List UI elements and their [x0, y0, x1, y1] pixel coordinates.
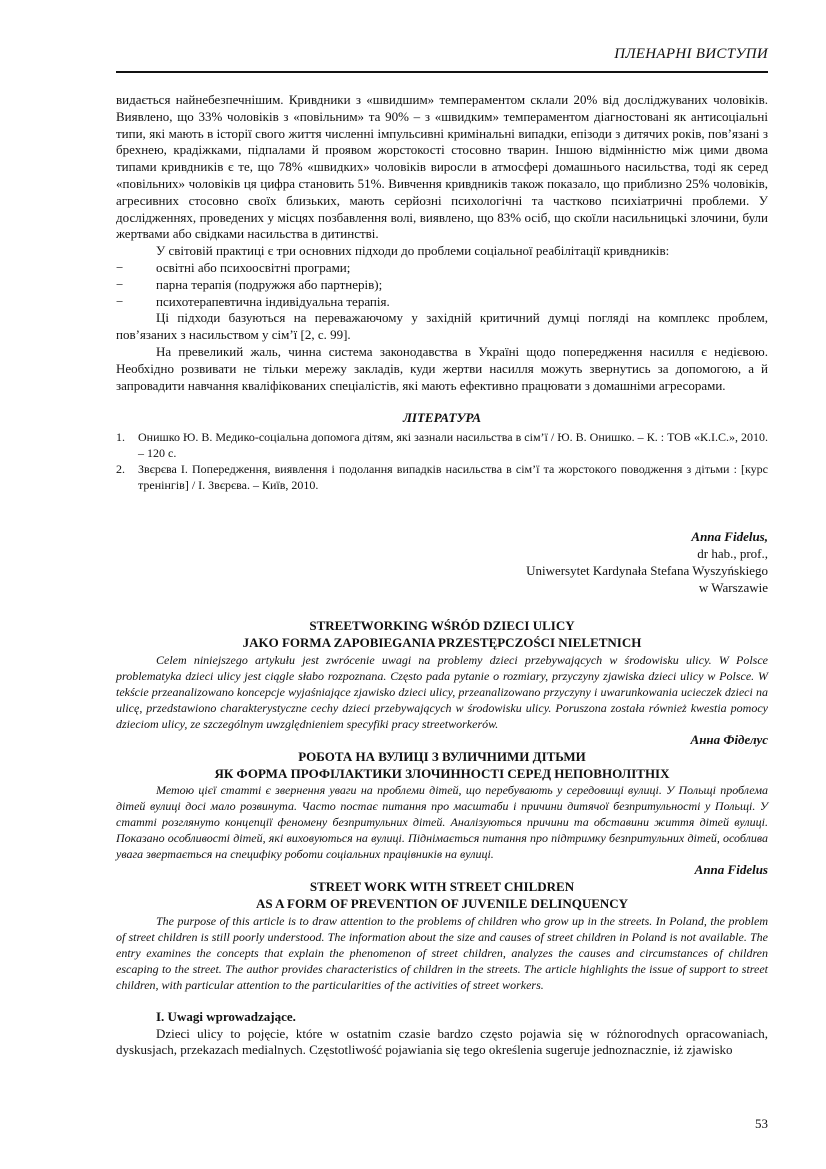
author-degree: dr hab., prof., [697, 545, 768, 561]
literature-heading: ЛІТЕРАТУРА [402, 410, 482, 426]
header-rule [116, 71, 768, 73]
page-number: 53 [755, 1116, 768, 1131]
section-title: ПЛЕНАРНІ ВИСТУПИ [614, 46, 768, 62]
english-author: Anna Fidelus [694, 862, 768, 878]
ukrainian-title-line-2: ЯК ФОРМА ПРОФІЛАКТИКИ ЗЛОЧИННОСТІ СЕРЕД НЕПОВНОЛІТНІХ [214, 765, 670, 781]
section-heading: I. Uwagi wprowadzające. [156, 1008, 296, 1024]
list-item: − парна терапія (подружжя або партнерів); [116, 277, 768, 294]
intro-paragraph-3: Ці підходи базуються на переважаючому у західній критичний думці погляді на комплекс проблем, пов’язаних з насильством у сім’ї [2, с. 99]. [116, 310, 768, 343]
reference-item [116, 429, 768, 461]
polish-title-line-1: STREETWORKING WŚRÓD DZIECI ULICY [309, 618, 575, 634]
polish-title-line-2: JAKO FORMA ZAPOBIEGANIA PRZESTĘPCZOŚCI NIELETNICH [242, 635, 642, 651]
reference-item [116, 461, 768, 493]
author-affiliation: Uniwersytet Kardynała Stefana Wyszyńskiego [526, 562, 768, 578]
approaches-list [116, 260, 768, 310]
reference-number: 2. [116, 462, 125, 477]
intro-paragraph-1: видається найнебезпечнішим. Кривдники з «швидшим» темпераментом склали 20% від досліджуваних чоловіків. Виявлено, що 33% чоловіків з «повільним» та 90% – з «швидким» темпераментом діагностовані як антисоціальні типи, які мають в історії свого життя численні імпульсивні кримінальні випадки, епізоди з дитячих років, пов’язані з брехнею, крадіжками, підпалами й проявом жорстокості стосовно тварин. Іншою відмінністю між цими двома типами кривдників є те, що 78% «швидких» чоловіків виросли в атмосфері домашнього насильства, тоді як серед «повільних» чоловіків ця цифра становить 51%. Вивчення кривдників також показало, що приблизно 25% чоловіків, агресивних стосовно своїх близьких, мають серйозні психологічні та частково психіатричні проблеми. У дослідженнях, проведених у місцях позбавлення волі, виявлено, що 83% осіб, що скоїли насильницькі злочини, були жертвами або свідками насильства в дитинстві. [116, 92, 768, 242]
reference-list [116, 429, 768, 493]
reference-number: 1. [116, 430, 125, 445]
author-name: Anna Fidelus, [691, 529, 768, 545]
page-body [116, 92, 768, 1059]
polish-abstract: Celem niniejszego artykułu jest zwrócenie uwagi na problemy dzieci przebywających w środowisku ulicy. W Polsce problematyka dzieci ulicy jest ciągle słabo rozpoznana. Często pada pytanie o rozmiary, przyczyny zjawiska dzieci ulicy w Polsce. W tekście przeanalizowano koncepcje wyjaśniające zjawisko dzieci ulicy, przeanalizowano przyczyny i uwarunkowania ucieczek dzieci na ulicę, przedstawiono charakterystyczne cechy dzieci przebywających w środowisku ulicy. Poruszona została również kwestia pomocy dzieciom ulicy, ze szczególnym uwzględnieniem specyfiki pracy streetworkerów. [116, 652, 768, 731]
list-item: − освітні або психоосвітні програми; [116, 260, 768, 277]
reference-text: Онишко Ю. В. Медико-соціальна допомога дітям, які зазнали насильства в сім’ї / Ю. В. Онишко. – К. : ТОВ «К.І.С.», 2010. – 120 с. [138, 430, 768, 461]
author-block [116, 529, 768, 596]
ukrainian-title-line-1: РОБОТА НА ВУЛИЦІ З ВУЛИЧНИМИ ДІТЬМИ [298, 748, 586, 764]
ukrainian-author: Анна Фіделус [690, 731, 768, 747]
intro-paragraph-4: На превеликий жаль, чинна система законодавства в Україні щодо попередження насилля є недієвою. Необхідно розвивати не тільки мережу закладів, куди жертви насилля можуть звернутись за допомогою, а й запровадити навчання кваліфікованих спеціалістів, які мають ефективно працювати з домашніми агресорами. [116, 343, 768, 393]
intro-paragraph-2: У світовій практиці є три основних підходи до проблеми соціальної реабілітації кривдників: [156, 243, 670, 259]
section-paragraph: Dzieci ulicy to pojęcie, które w ostatnim czasie bardzo często pojawia się w różnorodnych opracowaniach, dyskusjach, przekazach medialnych. Częstotliwość pojawiania się tego określenia sugeruje jednoznacznie, iż zjawisko [116, 1025, 768, 1058]
english-abstract: The purpose of this article is to draw attention to the problems of children who grow up in the streets. In Poland, the problem of street children is still poorly understood. The information about the size and causes of street children in Poland is not available. The entry examines the concepts that explain the phenomenon of street children, analyzes the causes and circumstances of children escaping to the street. The author provides characteristics of children in the streets. The article highlights the issue of support to street children, with particular attention to the particularities of the activities of street workers. [116, 913, 768, 992]
english-title-line-2: AS A FORM OF PREVENTION OF JUVENILE DELINQUENCY [255, 895, 629, 911]
reference-text: Звєрєва І. Попередження, виявлення і подолання випадків насильства в сім’ї та жорстокого поводження з дітьми : [курс тренінгів] / І. Звєрєва. – Київ, 2010. [138, 462, 768, 493]
author-city: w Warszawie [698, 579, 768, 595]
ukrainian-abstract: Метою цієї статті є звернення уваги на проблеми дітей, що перебувають у середовищі вулиці. У Польщі проблема дітей вулиці досі мало розвинута. Часто постає питання про масштаби і причини дитячої безпритульності у Польщі. У статті розглянуто концепції феномену безпритульних дітей. Аналізуються причини та обставини життя дітей вулиці. Показано особливості дітей, які виховуються на вулиці. Піднімається питання про підтримку безпритульних дітей, особлива увага звертається на специфіку роботи соціальних працівників на вулиці. [116, 783, 768, 862]
list-item: − психотерапевтична індивідуальна терапія. [116, 294, 768, 311]
english-title-line-1: STREET WORK WITH STREET CHILDREN [309, 879, 575, 895]
running-header [116, 46, 768, 63]
